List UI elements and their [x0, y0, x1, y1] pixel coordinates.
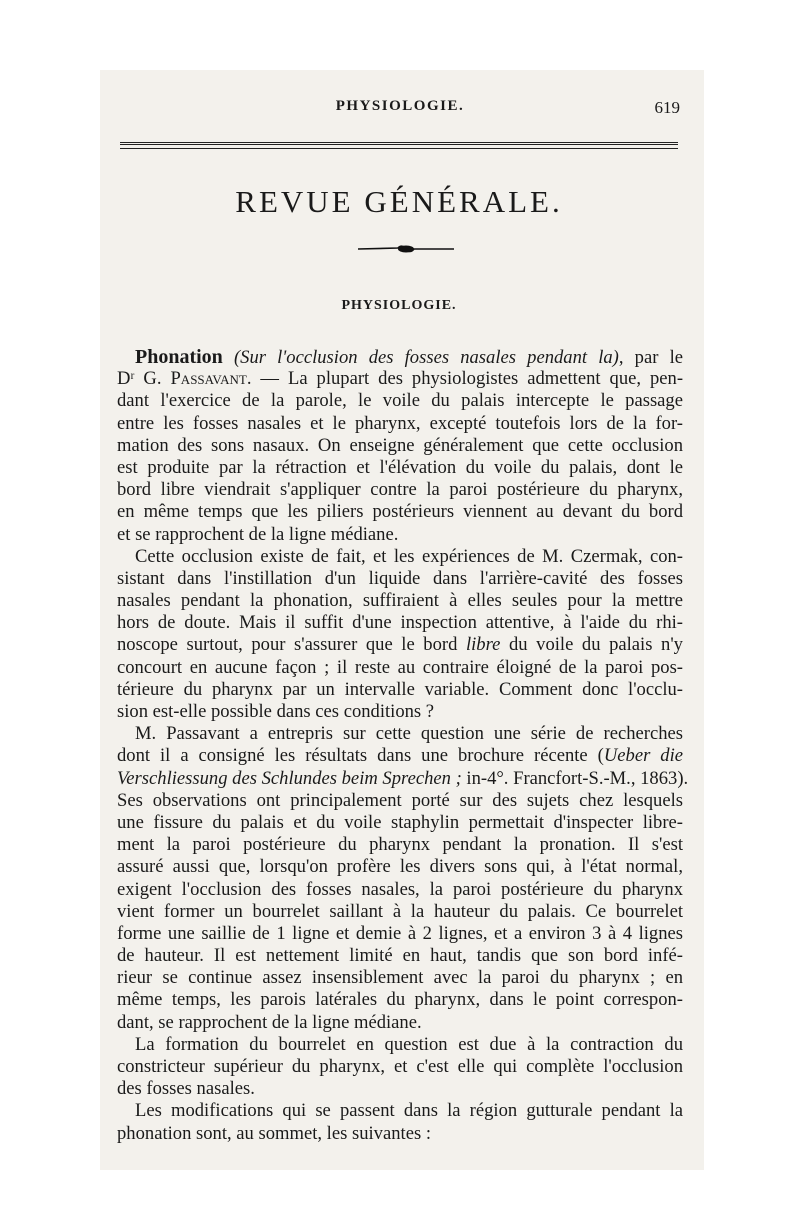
- paragraph-line: exigent l'occlusion des fosses nasales, la paroi postérieure du pharynx: [117, 878, 683, 900]
- article-body: [117, 346, 689, 1145]
- paragraph-line: dant, se rapprochent de la ligne médiane.: [117, 1011, 422, 1033]
- italic-citation: Verschliessung des Schlundes beim Sprechen ;: [117, 767, 462, 789]
- section-title: PHYSIOLOGIE.: [341, 298, 457, 313]
- paragraph-line: [117, 745, 683, 767]
- page-title: REVUE GÉNÉRALE.: [235, 184, 563, 219]
- paragraph-line: [117, 767, 689, 790]
- paragraph-line: est produite par la rétraction et l'élévation du voile du palais, dont le: [117, 456, 683, 478]
- article-text: in-4°. Francfort-S.-M., 1863).: [461, 767, 689, 789]
- paragraph-line: forme une saillie de 1 ligne et demie à 2 lignes, et a environ 3 à 4 lignes: [117, 922, 683, 944]
- paragraph-line: Cette occlusion existe de fait, et les expériences de M. Czermak, con-: [135, 545, 683, 567]
- paragraph-line: une fissure du palais et du voile staphylin permettait d'inspecter libre-: [117, 811, 683, 833]
- article-text: dont il a consigné les résultats dans une brochure récente (: [117, 745, 604, 767]
- paragraph-line: en même temps que les piliers postérieurs viennent au devant du bord: [117, 501, 683, 523]
- paragraph-line: Les modifications qui se passent dans la région gutturale pendant la: [135, 1100, 683, 1122]
- article-text: , par le: [618, 347, 683, 368]
- paragraph-line: assuré aussi que, lorsqu'on profère les divers sons qui, à l'état normal,: [117, 856, 683, 878]
- header-rule: [120, 142, 678, 149]
- page-number: 619: [654, 98, 680, 117]
- paragraph-line: entre les fosses nasales et le pharynx, excepté toutefois lors de la for-: [117, 412, 683, 434]
- running-title: PHYSIOLOGIE.: [335, 98, 465, 114]
- paragraph-line: hors de doute. Mais il suffit d'une inspection attentive, à l'aide du rhi-: [117, 612, 683, 634]
- article-line: [117, 368, 683, 390]
- paragraph-line: rieur se continue assez insensiblement avec la paroi du pharynx ; en: [117, 967, 683, 989]
- paragraph-line: constricteur supérieur du pharynx, et c'est elle qui complète l'occlusion: [117, 1056, 683, 1077]
- paragraph-line: nasales pendant la phonation, suffiraient à elles seules pour la mettre: [117, 590, 683, 612]
- paragraph-line: sistant dans l'instillation d'un liquide dans l'arrière-cavité des fosses: [117, 567, 683, 589]
- paragraph-line: Ses observations ont principalement porté sur des sujets chez lesquels: [117, 789, 683, 811]
- italic-word: libre: [465, 634, 501, 656]
- paragraph-line: et se rapprochent de la ligne médiane.: [117, 523, 399, 545]
- paragraph-line: M. Passavant a entrepris sur cette question une série de recherches: [135, 723, 683, 745]
- author-prefix: Dʳ G.: [117, 368, 171, 390]
- article-subtitle: (Sur l'occlusion des fosses nasales pendant la): [233, 347, 619, 368]
- article-line: [117, 346, 683, 368]
- paragraph-line: bord libre viendrait s'appliquer contre la paroi postérieure du pharynx,: [117, 479, 683, 501]
- paragraph-line: dant l'exercice de la parole, le voile du palais intercepte le passage: [117, 390, 683, 412]
- running-head: [120, 98, 680, 122]
- paragraph-line: vient former un bourrelet saillant à la hauteur du palais. Ce bourrelet: [117, 900, 683, 922]
- paragraph-line: phonation sont, au sommet, les suivantes :: [117, 1122, 431, 1144]
- paragraph-line: La formation du bourrelet en question est due à la contraction du: [135, 1033, 683, 1055]
- ornament-divider-icon: [358, 243, 454, 255]
- article-lead-word: Phonation: [135, 346, 223, 368]
- paragraph-line: mation des sons nasaux. On enseigne généralement que cette occlusion: [117, 434, 683, 456]
- article-text: du voile du palais n'y: [500, 634, 683, 656]
- paragraph-line: concourt en aucune façon ; il reste au contraire éloigné de la paroi pos-: [117, 656, 683, 678]
- article-text: noscope surtout, pour s'assurer que le bord: [117, 634, 466, 656]
- paragraph-line: ment la paroi postérieure du pharynx pendant la pronation. Il s'est: [117, 834, 683, 856]
- paragraph-line: [117, 634, 683, 656]
- article-text: . — La plupart des physiologistes admettent que, pen-: [246, 368, 684, 390]
- italic-citation: Ueber die: [603, 745, 683, 767]
- author-name: Passavant: [170, 368, 247, 390]
- paragraph-line: sion est-elle possible dans ces conditions ?: [117, 701, 435, 722]
- paragraph-line: térieure du pharynx par un intervalle variable. Comment donc l'occlu-: [117, 678, 683, 700]
- paragraph-line: des fosses nasales.: [117, 1078, 255, 1100]
- paragraph-line: de hauteur. Il est nettement limité en haut, tandis que son bord infé-: [117, 945, 683, 967]
- paragraph-line: même temps, les parois latérales du pharynx, dans le point correspon-: [117, 989, 683, 1011]
